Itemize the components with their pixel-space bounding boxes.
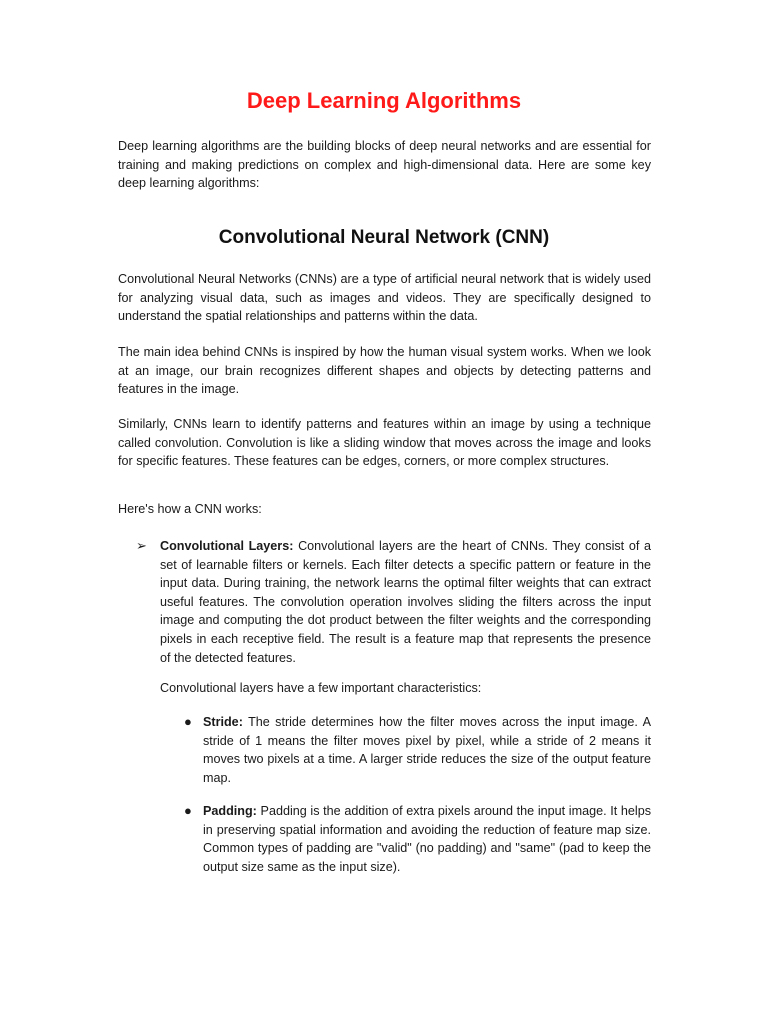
paragraph-main-idea: The main idea behind CNNs is inspired by how the human visual system works. When we look at an image, our brain recognizes different shapes and objects by detecting patterns and features in the image. (118, 345, 651, 397)
list-item-stride (160, 713, 651, 787)
bullet-dot-icon: ● (184, 803, 192, 818)
paragraph-convolution: Similarly, CNNs learn to identify patterns and features within an image by using a technique called convolution. Convolution is like a sliding window that moves across the image and looks for specific features. These features can be edges, corners, or more complex structures. (118, 417, 651, 469)
bullet-dot-icon: ● (184, 714, 192, 729)
list-item-text (160, 537, 651, 667)
term-description: Convolutional layers are the heart of CNNs. They consist of a set of learnable filters or kernels. Each filter detects a specific pattern or feature in the input data. During training, the network learns the optimal filter weights that can extract useful features. The convolution operation involves sliding the filters across the input image and computing the dot product between the filter weights and the corresponding pixels in each receptive field. The result is a feature map that represents the presence of the detected features. (160, 539, 651, 665)
section-heading: Convolutional Neural Network (CNN) (218, 227, 550, 248)
arrow-bullet-icon: ➢ (136, 538, 147, 553)
page-title: Deep Learning Algorithms (246, 88, 522, 113)
paragraph-characteristics: Convolutional layers have a few important characteristics: (160, 681, 482, 695)
list-item-convolutional-layers (118, 537, 651, 667)
term-label: Padding: (203, 804, 257, 818)
paragraph-how-cnn-works: Here's how a CNN works: (118, 502, 262, 516)
paragraph-cnn-definition: Convolutional Neural Networks (CNNs) are a type of artificial neural network that is widely used for analyzing visual data, such as images and videos. They are specifically designed to understand the spatial relationships and patterns within the data. (118, 272, 651, 324)
list-item-text (203, 713, 651, 787)
term-description: The stride determines how the filter moves across the input image. A stride of 1 means the filter moves pixel by pixel, while a stride of 2 means it moves two pixels at a time. A larger stride reduces the size of the output feature map. (203, 715, 651, 785)
list-item-text (203, 802, 651, 876)
intro-paragraph: Deep learning algorithms are the building blocks of deep neural networks and are essential for training and making predictions on complex and high-dimensional data. Here are some key deep learning algorithms: (118, 139, 651, 191)
term-label: Convolutional Layers: (160, 539, 294, 553)
term-label: Stride: (203, 715, 243, 729)
term-description: Padding is the addition of extra pixels around the input image. It helps in preserving spatial information and avoiding the reduction of feature map size. Common types of padding are "valid" (no padding) and "same" (pad to keep the output size same as the input size). (203, 804, 652, 874)
list-item-padding (160, 802, 651, 876)
